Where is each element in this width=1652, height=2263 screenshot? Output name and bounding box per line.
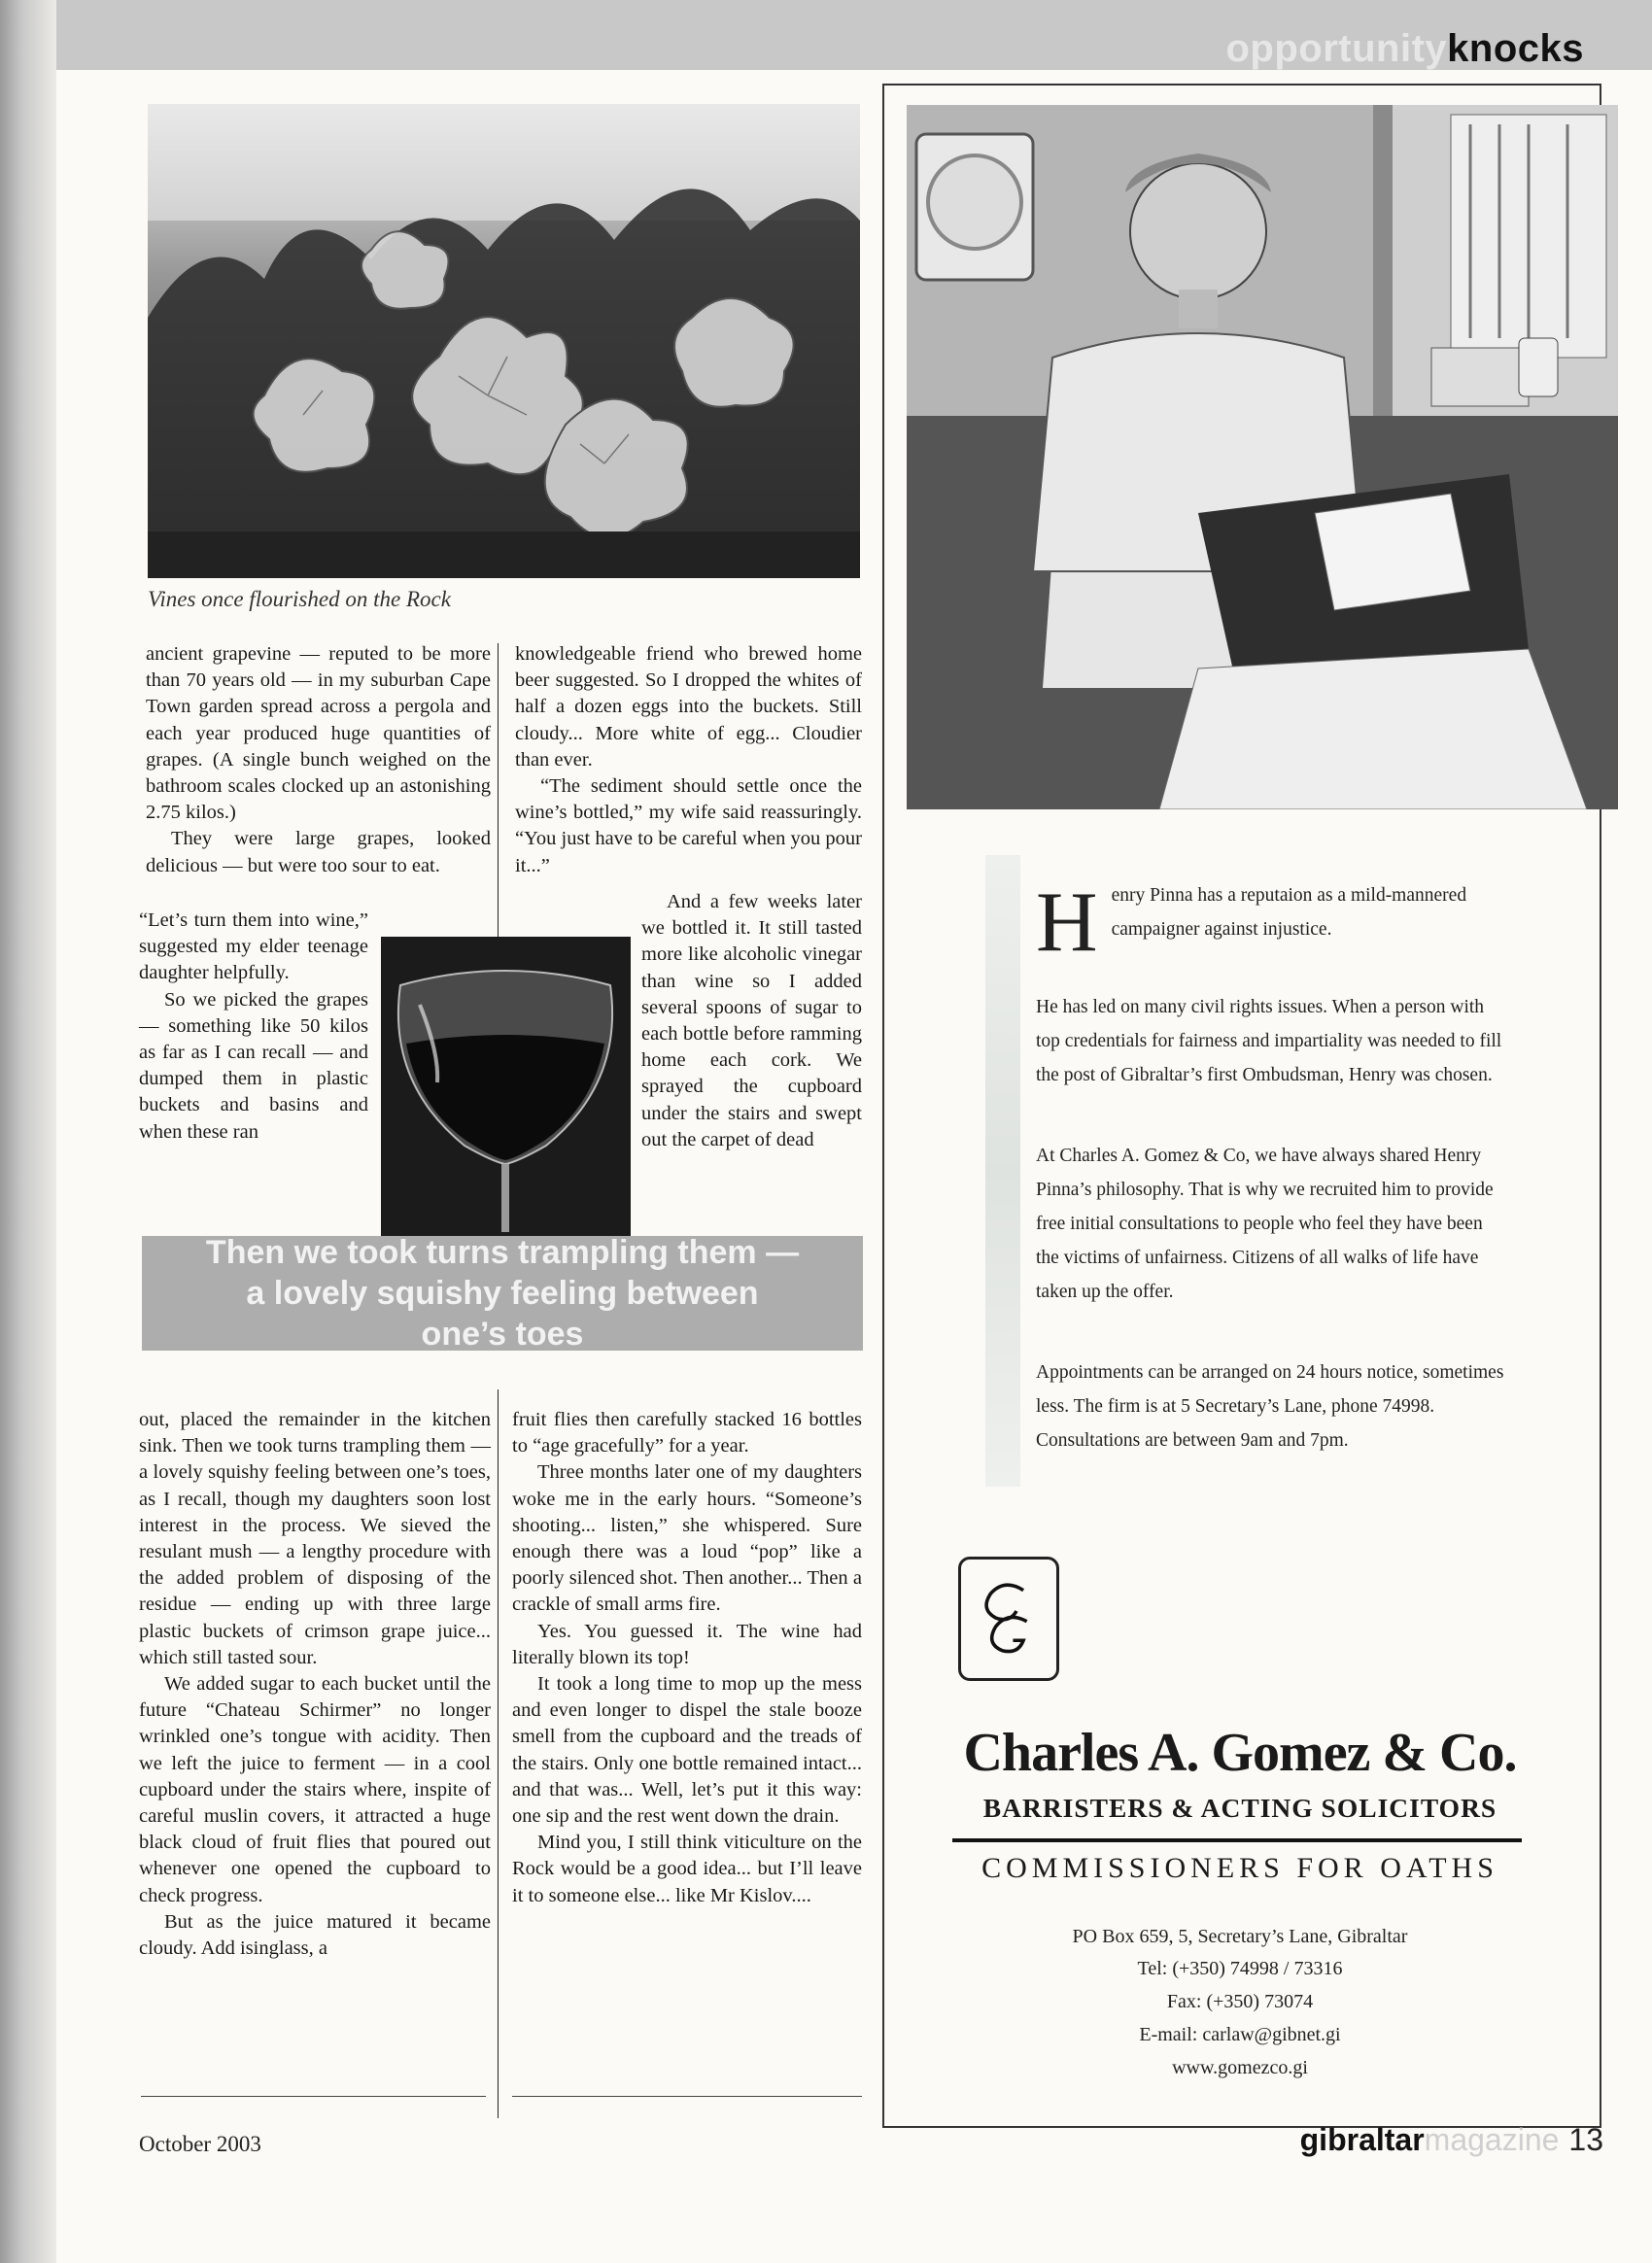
article-col1-top: [146, 641, 491, 879]
article-col2-top: [515, 641, 862, 879]
paragraph: fruit flies then carefully stacked 16 bottles to “age gracefully” for a year.: [512, 1409, 862, 1457]
end-rule: [141, 2096, 486, 2097]
pull-quote: [142, 1236, 863, 1351]
page-gutter: [0, 0, 56, 2263]
firm-address: PO Box 659, 5, Secretary’s Lane, Gibraltar: [1072, 1926, 1408, 1947]
column-rule: [498, 1389, 499, 2118]
issue-date: October 2003: [139, 2132, 261, 2156]
section-tag: [1225, 27, 1584, 71]
paragraph: So we picked the grapes — something like 50 kilos as far as I can recall — and dumped them in plastic buckets and basins and when these ran: [139, 988, 368, 1143]
drop-cap: H: [1036, 875, 1098, 970]
paragraph: They were large grapes, looked delicious — but were too sour to eat.: [146, 828, 491, 876]
magazine-name-bold: gibraltar: [1299, 2122, 1425, 2157]
paragraph: “The sediment should settle once the wine’s bottled,” my wife said reassuringly. “You just have to be careful when you pour it...”: [515, 775, 862, 876]
magazine-name-light: magazine: [1424, 2122, 1560, 2157]
ad-paragraph: At Charles A. Gomez & Co, we have always shared Henry Pinna’s philosophy. That is why we recruited him to provide free initial consultations to people who feel they have been the victims of unfairness. Citizens of all walks of life have taken up the offer.: [1036, 1146, 1494, 1302]
paragraph: knowledgeable friend who brewed home beer suggested. So I dropped the whites of half a dozen eggs into the buckets. Still cloudy... More white of egg... Cloudier than ever.: [515, 643, 862, 771]
paragraph: We added sugar to each bucket until the future “Chateau Schirmer” no longer wrinkled one’s tongue with acidity. Then we left the juice to ferment — in a cool cupboard under the stairs where, inspite of careful muslin covers, it attracted a huge black cloud of fruit flies that poured out whenever one opened the cupboard to check progress.: [139, 1673, 491, 1906]
paragraph: “Let’s turn them into wine,” suggested my elder teenage daughter helpfully.: [139, 909, 368, 984]
section-tag-dark: knocks: [1447, 27, 1584, 70]
decorative-stripe: [985, 855, 1020, 1487]
vines-photo-icon: [148, 104, 860, 578]
firm-oaths: COMMISSIONERS FOR OATHS: [981, 1852, 1498, 1884]
pull-quote-text: Then we took turns trampling them — a lovely squishy feeling between one’s toes: [205, 1234, 800, 1353]
wine-glass-icon: [381, 937, 631, 1240]
ad-paragraph: Appointments can be arranged on 24 hours notice, sometimes less. The firm is at 5 Secretary’s Lane, phone 74998. Consultations are between 9am and 7pm.: [1036, 1362, 1504, 1451]
paragraph: out, placed the remainder in the kitchen sink. Then we took turns trampling them — a lovely squishy feeling between one’s toes, as I recall, though my daughters soon lost interest in the process. We sieved the resulant mush — a lengthy procedure with the added problem of disposing of the residue — ending up with three large plastic buckets of crimson grape juice... which still tasted sour.: [139, 1409, 491, 1668]
paragraph: It took a long time to mop up the mess and even longer to dispel the stale booze smell from the cupboard and the treads of the stairs. Only one bottle remained intact... and that was... Well, let’s put it this way: one sip and the rest went down the drain.: [512, 1673, 862, 1828]
paragraph: ancient grapevine — reputed to be more than 70 years old — in my suburban Cape Town garden spread across a pergola and each year produced huge quantities of grapes. (A single bunch weighed on the bathroom scales clocked up an astonishing 2.75 kilos.): [146, 643, 491, 824]
firm-fax: Fax: (+350) 73074: [1166, 1991, 1314, 2012]
paragraph: Yes. You guessed it. The wine had literally blown its top!: [512, 1620, 862, 1668]
firm-email: E-mail: carlaw@gibnet.gi: [1139, 2024, 1341, 2045]
paragraph: And a few weeks later we bottled it. It still tasted more like alcoholic vinegar than wine so I added several spoons of sugar to each bottle before ramming home each cork. We sprayed the cupboard under the stairs and swept out the carpet of dead: [641, 891, 862, 1150]
henry-pinna-photo-icon: [907, 105, 1618, 809]
paragraph: Mind you, I still think viticulture on the Rock would be a good idea... but I’ll leave it to someone else... like Mr Kislov....: [512, 1832, 862, 1906]
ad-body: [1036, 990, 1510, 1486]
vines-caption: Vines once flourished on the Rock: [148, 587, 451, 611]
gomez-logo-icon: [958, 1557, 1059, 1681]
paragraph: Three months later one of my daughters woke me in the early hours. “Someone’s shooting... listen,” she whispered. Sure enough there was a loud “pop” like a poorly silenced shot. Then another... Then a crackle of small arms fire.: [512, 1461, 862, 1616]
article-col2-wrap: [641, 889, 862, 1153]
article-col2-bottom: [512, 1407, 862, 1909]
section-tag-light: opportunity: [1225, 27, 1448, 70]
firm-tel: Tel: (+350) 74998 / 73316: [1137, 1958, 1343, 1979]
firm-subtitle: BARRISTERS & ACTING SOLICITORS: [982, 1793, 1497, 1823]
ad-intro-text: enry Pinna has a reputaion as a mild-mannered campaigner against injustice.: [1111, 885, 1467, 940]
ad-intro: [1036, 875, 1510, 975]
page-number: 13: [1568, 2122, 1603, 2157]
ad-paragraph: He has led on many civil rights issues. When a person with top credentials for fairness and impartiality was needed to fill the post of Gibraltar’s first Ombudsman, Henry was chosen.: [1036, 997, 1502, 1085]
firm-website: www.gomezco.gi: [1172, 2057, 1308, 2078]
article-col1-wrap: [139, 908, 368, 1146]
firm-name: Charles A. Gomez & Co.: [963, 1723, 1517, 1783]
end-rule: [512, 2096, 862, 2097]
firm-rule: [952, 1838, 1522, 1842]
article-col1-bottom: [139, 1407, 491, 1962]
magazine-footer: [1300, 2122, 1603, 2158]
paragraph: But as the juice matured it became cloudy. Add isinglass, a: [139, 1910, 491, 1960]
